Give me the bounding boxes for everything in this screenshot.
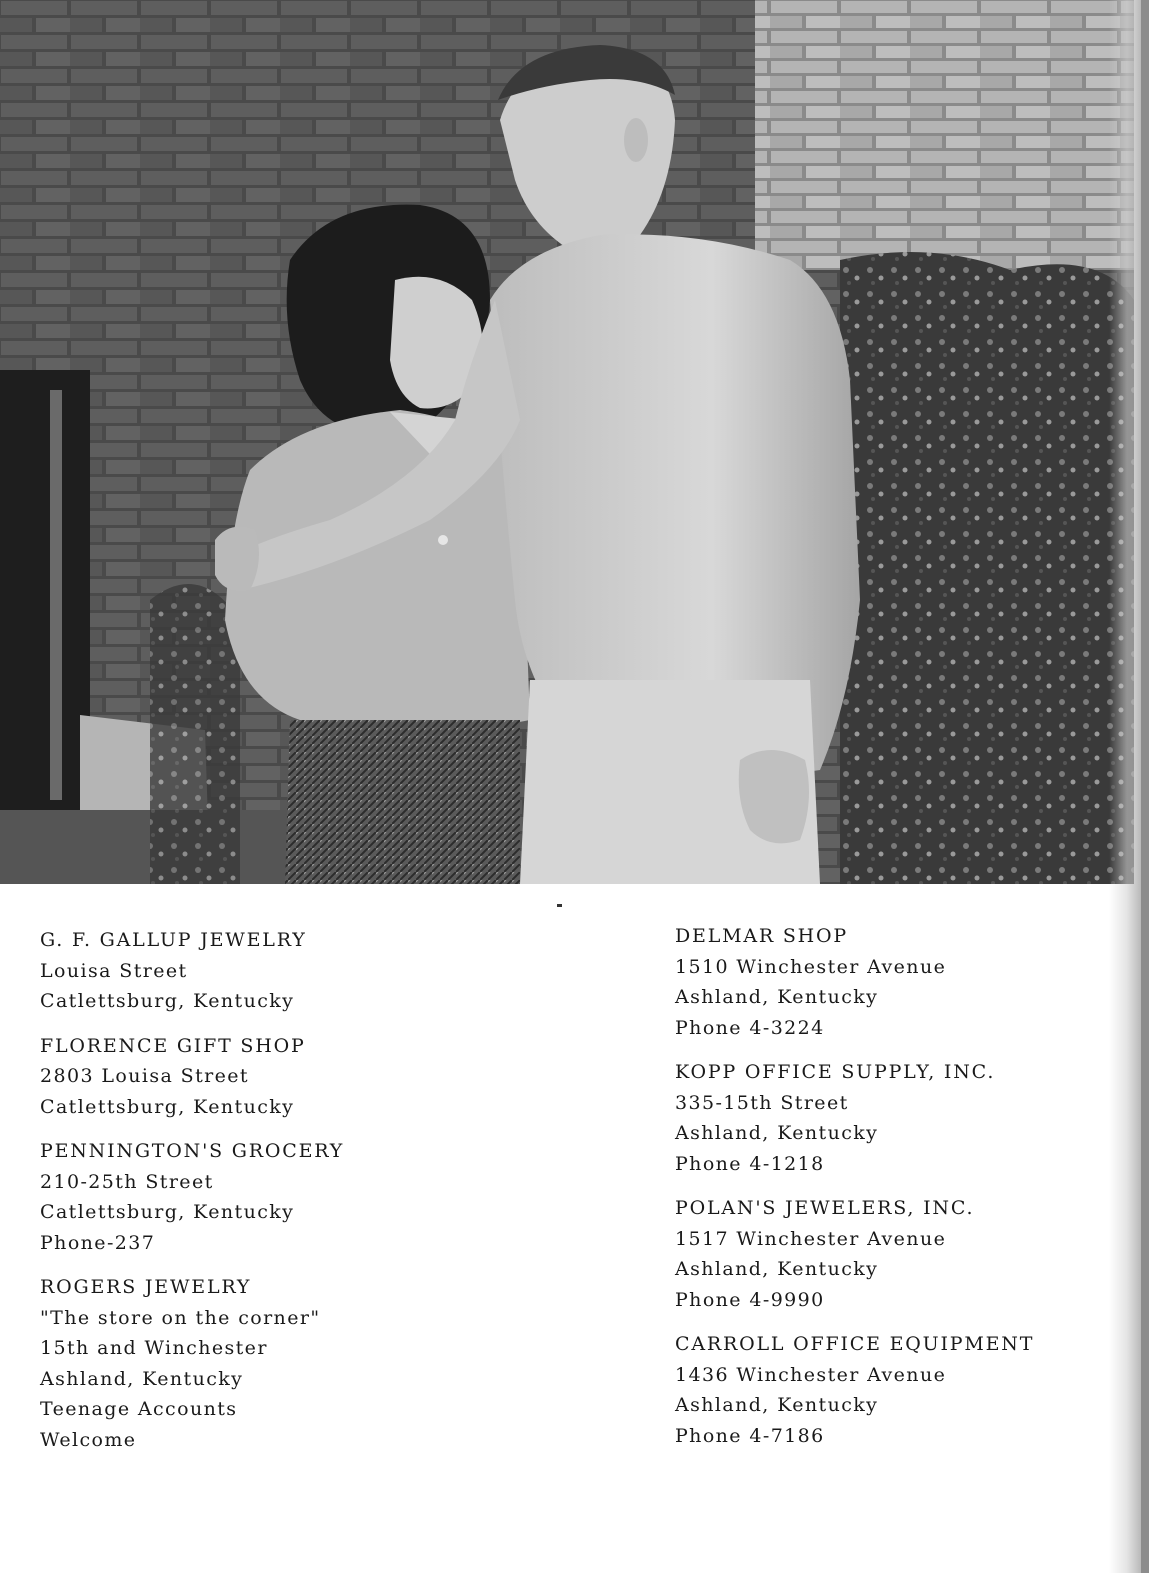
address-line: 2803 Louisa Street bbox=[40, 1065, 249, 1087]
ad-entry bbox=[40, 925, 344, 1017]
business-name: POLAN'S JEWELERS, INC. bbox=[675, 1197, 975, 1219]
phone-line: Phone-237 bbox=[40, 1231, 156, 1254]
address-line: 1436 Winchester Avenue bbox=[675, 1363, 947, 1386]
address-line: Ashland, Kentucky bbox=[675, 986, 879, 1008]
note-line: Teenage Accounts bbox=[40, 1398, 238, 1420]
business-name: PENNINGTON'S GROCERY bbox=[40, 1140, 345, 1162]
address-line: 210-25th Street bbox=[40, 1170, 214, 1193]
address-line: Ashland, Kentucky bbox=[675, 1122, 879, 1144]
address-line: Catlettsburg, Kentucky bbox=[40, 1201, 295, 1223]
business-name: CARROLL OFFICE EQUIPMENT bbox=[675, 1333, 1035, 1355]
ad-entry bbox=[40, 1136, 344, 1258]
address-line: Catlettsburg, Kentucky bbox=[40, 990, 295, 1012]
address-line: 15th and Winchester bbox=[40, 1337, 268, 1359]
phone-line: Phone 4-1218 bbox=[675, 1152, 825, 1175]
ad-entry bbox=[40, 1272, 344, 1455]
left-column bbox=[40, 925, 344, 1469]
address-line: Catlettsburg, Kentucky bbox=[40, 1095, 295, 1118]
business-name: ROGERS JEWELRY bbox=[40, 1276, 252, 1298]
phone-line: Phone 4-9990 bbox=[675, 1288, 825, 1311]
address-line: 335-15th Street bbox=[675, 1091, 849, 1114]
address-line: Ashland, Kentucky bbox=[40, 1367, 244, 1390]
note-line: Welcome bbox=[40, 1428, 137, 1451]
address-line: Ashland, Kentucky bbox=[675, 1258, 879, 1280]
slogan-line: "The store on the corner" bbox=[40, 1306, 321, 1329]
right-column bbox=[675, 921, 1034, 1465]
address-line: Louisa Street bbox=[40, 959, 188, 982]
ad-entry bbox=[40, 1031, 344, 1123]
ad-entry bbox=[675, 1329, 1034, 1451]
business-name: G. F. GALLUP JEWELRY bbox=[40, 929, 307, 951]
business-name: KOPP OFFICE SUPPLY, INC. bbox=[675, 1061, 996, 1083]
print-dot bbox=[557, 904, 562, 907]
phone-line: Phone 4-7186 bbox=[675, 1424, 825, 1447]
address-line: 1510 Winchester Avenue bbox=[675, 955, 947, 978]
ad-entry bbox=[675, 1057, 1034, 1179]
address-line: Ashland, Kentucky bbox=[675, 1394, 879, 1416]
address-line: 1517 Winchester Avenue bbox=[675, 1227, 947, 1250]
business-name: FLORENCE GIFT SHOP bbox=[40, 1034, 306, 1057]
ad-entry bbox=[675, 1193, 1034, 1315]
phone-line: Phone 4-3224 bbox=[675, 1016, 825, 1039]
page-edge bbox=[1141, 0, 1149, 1573]
ad-entry bbox=[675, 921, 1034, 1043]
business-name: DELMAR SHOP bbox=[675, 925, 848, 947]
